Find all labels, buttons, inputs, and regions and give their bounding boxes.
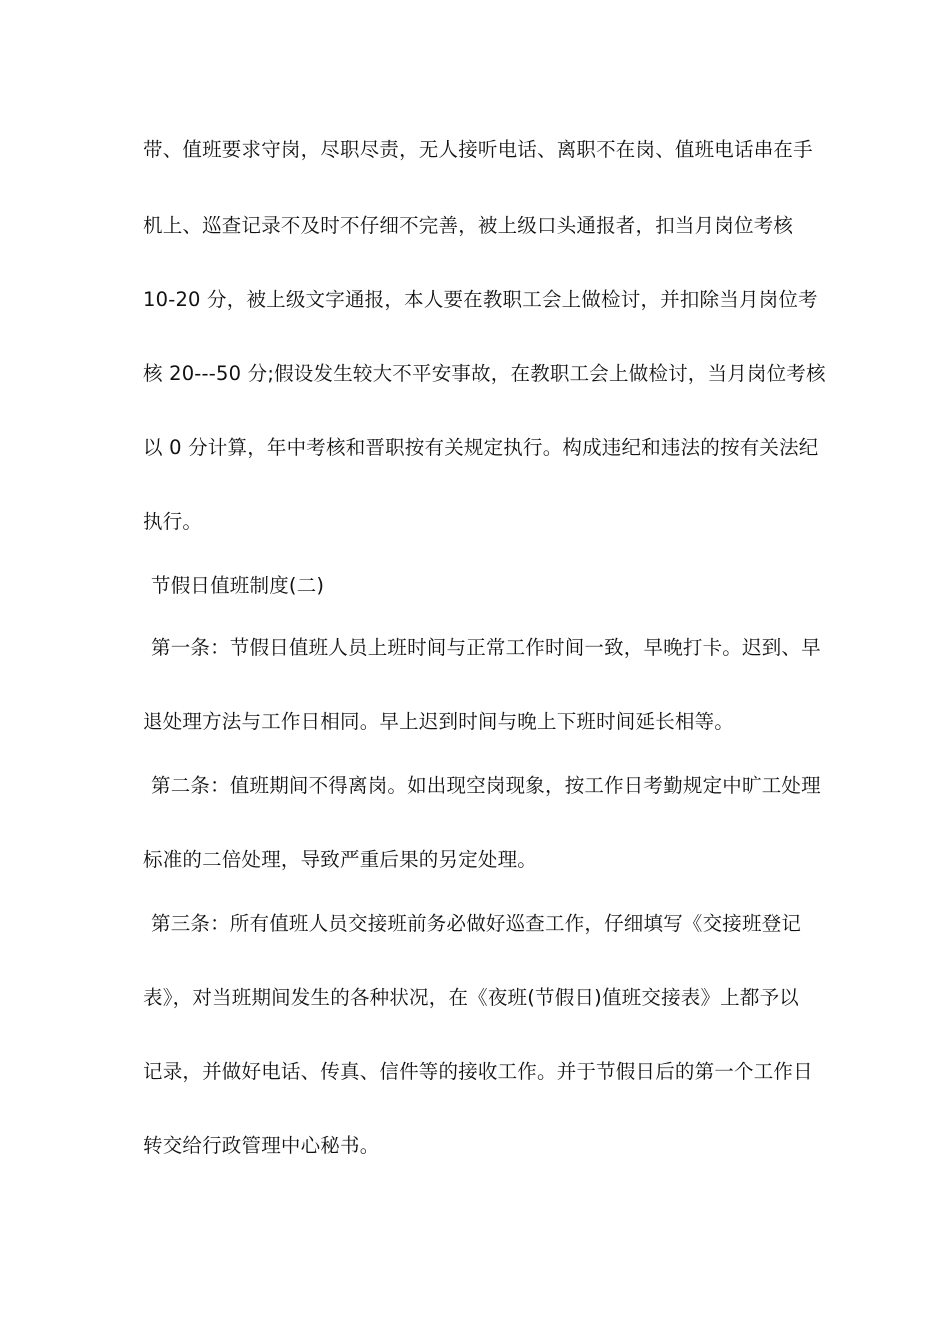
article-1-line-2: 退处理方法与工作日相同。早上迟到时间与晚上下班时间延长相等。 <box>143 710 735 733</box>
article-3-line-1: 第三条：所有值班人员交接班前务必做好巡查工作，仔细填写《交接班登记 <box>151 912 802 935</box>
paragraph-line-6: 执行。 <box>143 510 203 533</box>
article-3-line-2: 表》，对当班期间发生的各种状况，在《夜班(节假日)值班交接表》上都予以 <box>143 986 799 1009</box>
section-title: 节假日值班制度(二) <box>151 574 325 597</box>
paragraph-line-5: 以 0 分计算，年中考核和晋职按有关规定执行。构成违纪和违法的按有关法纪 <box>143 436 819 459</box>
article-3-line-3: 记录，并做好电话、传真、信件等的接收工作。并于节假日后的第一个工作日 <box>143 1060 813 1083</box>
article-2-line-1: 第二条：值班期间不得离岗。如出现空岗现象，按工作日考勤规定中旷工处理 <box>151 774 821 797</box>
article-2-line-2: 标准的二倍处理，导致严重后果的另定处理。 <box>143 848 538 871</box>
article-1-line-1: 第一条：节假日值班人员上班时间与正常工作时间一致，早晚打卡。迟到、早 <box>151 636 821 659</box>
article-3-line-4: 转交给行政管理中心秘书。 <box>143 1134 380 1157</box>
paragraph-line-1: 带、值班要求守岗，尽职尽责，无人接听电话、离职不在岗、值班电话串在手 <box>143 138 813 161</box>
paragraph-line-4: 核 20---50 分;假设发生较大不平安事故，在教职工会上做检讨，当月岗位考核 <box>143 362 826 385</box>
paragraph-line-3: 10-20 分，被上级文字通报，本人要在教职工会上做检讨，并扣除当月岗位考 <box>143 288 818 311</box>
paragraph-line-2: 机上、巡查记录不及时不仔细不完善，被上级口头通报者，扣当月岗位考核 <box>143 214 794 237</box>
